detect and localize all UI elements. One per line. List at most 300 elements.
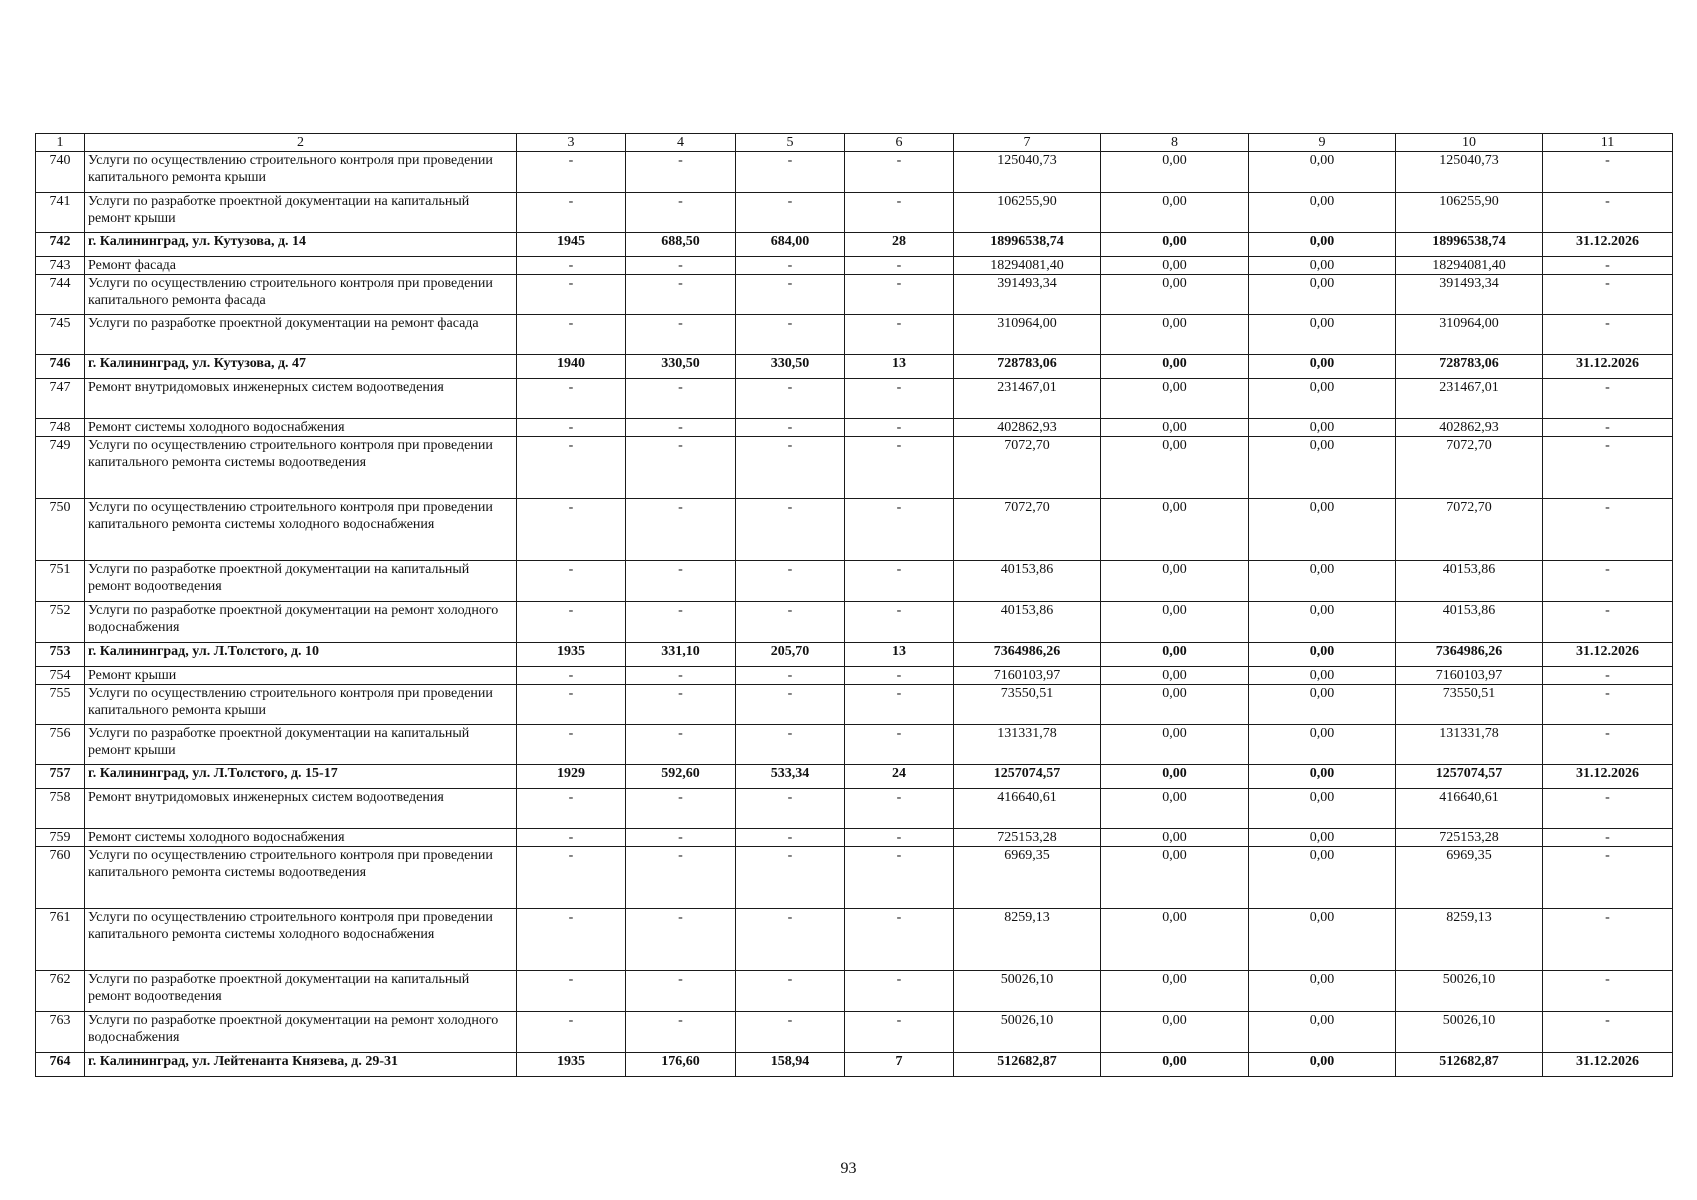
total-area-cell: -: [626, 847, 736, 909]
item-name-cell: Услуги по осуществлению строительного контроля при проведении капитального ремонта системы холодного водоснабжения: [85, 499, 517, 561]
item-name-cell: Услуги по разработке проектной документации на капитальный ремонт крыши: [85, 725, 517, 765]
residential-area-cell: -: [736, 725, 845, 765]
column-header-8: 8: [1101, 134, 1249, 152]
residential-area-cell: -: [736, 275, 845, 315]
owner-funds-cell: 7072,70: [1396, 499, 1543, 561]
owner-funds-cell: 231467,01: [1396, 379, 1543, 419]
residents-count-cell: -: [845, 909, 954, 971]
column-header-9: 9: [1249, 134, 1396, 152]
federal-funds-cell: 0,00: [1101, 499, 1249, 561]
total-area-cell: -: [626, 971, 736, 1012]
total-cost-cell: 7160103,97: [954, 667, 1101, 685]
completion-date-cell: -: [1543, 725, 1673, 765]
total-area-cell: 592,60: [626, 765, 736, 789]
item-name-cell: Услуги по осуществлению строительного контроля при проведении капитального ремонта системы водоотведения: [85, 847, 517, 909]
federal-funds-cell: 0,00: [1101, 275, 1249, 315]
year-built-cell: 1935: [517, 1053, 626, 1077]
owner-funds-cell: 8259,13: [1396, 909, 1543, 971]
residential-area-cell: -: [736, 561, 845, 602]
total-area-cell: -: [626, 499, 736, 561]
residents-count-cell: -: [845, 829, 954, 847]
regional-funds-cell: 0,00: [1249, 355, 1396, 379]
capital-repair-table: [35, 133, 1673, 1077]
total-cost-cell: 18294081,40: [954, 257, 1101, 275]
total-area-cell: 688,50: [626, 233, 736, 257]
owner-funds-cell: 131331,78: [1396, 725, 1543, 765]
completion-date-cell: -: [1543, 419, 1673, 437]
completion-date-cell: 31.12.2026: [1543, 765, 1673, 789]
work-item-row: [36, 789, 1673, 829]
residential-area-cell: 533,34: [736, 765, 845, 789]
row-number-cell: 742: [36, 233, 85, 257]
completion-date-cell: -: [1543, 561, 1673, 602]
federal-funds-cell: 0,00: [1101, 437, 1249, 499]
year-built-cell: -: [517, 909, 626, 971]
column-header-7: 7: [954, 134, 1101, 152]
item-name-cell: Услуги по разработке проектной документации на капитальный ремонт водоотведения: [85, 561, 517, 602]
federal-funds-cell: 0,00: [1101, 971, 1249, 1012]
residential-area-cell: 205,70: [736, 643, 845, 667]
year-built-cell: -: [517, 971, 626, 1012]
residential-area-cell: -: [736, 152, 845, 193]
completion-date-cell: -: [1543, 667, 1673, 685]
total-cost-cell: 7364986,26: [954, 643, 1101, 667]
owner-funds-cell: 512682,87: [1396, 1053, 1543, 1077]
total-cost-cell: 6969,35: [954, 847, 1101, 909]
column-header-4: 4: [626, 134, 736, 152]
residents-count-cell: 28: [845, 233, 954, 257]
item-name-cell: Ремонт фасада: [85, 257, 517, 275]
item-name-cell: Услуги по осуществлению строительного контроля при проведении капитального ремонта системы холодного водоснабжения: [85, 909, 517, 971]
total-cost-cell: 106255,90: [954, 193, 1101, 233]
residents-count-cell: -: [845, 193, 954, 233]
regional-funds-cell: 0,00: [1249, 193, 1396, 233]
federal-funds-cell: 0,00: [1101, 685, 1249, 725]
regional-funds-cell: 0,00: [1249, 685, 1396, 725]
total-area-cell: 330,50: [626, 355, 736, 379]
row-number-cell: 752: [36, 602, 85, 643]
work-item-row: [36, 419, 1673, 437]
federal-funds-cell: 0,00: [1101, 355, 1249, 379]
item-name-cell: Услуги по разработке проектной документации на ремонт холодного водоснабжения: [85, 602, 517, 643]
total-area-cell: -: [626, 909, 736, 971]
residents-count-cell: -: [845, 419, 954, 437]
federal-funds-cell: 0,00: [1101, 725, 1249, 765]
completion-date-cell: -: [1543, 193, 1673, 233]
completion-date-cell: -: [1543, 315, 1673, 355]
total-area-cell: 331,10: [626, 643, 736, 667]
year-built-cell: -: [517, 725, 626, 765]
total-cost-cell: 50026,10: [954, 1012, 1101, 1053]
item-name-cell: Ремонт системы холодного водоснабжения: [85, 829, 517, 847]
item-name-cell: Ремонт крыши: [85, 667, 517, 685]
federal-funds-cell: 0,00: [1101, 419, 1249, 437]
item-name-cell: Услуги по осуществлению строительного контроля при проведении капитального ремонта системы водоотведения: [85, 437, 517, 499]
total-cost-cell: 50026,10: [954, 971, 1101, 1012]
owner-funds-cell: 416640,61: [1396, 789, 1543, 829]
residents-count-cell: -: [845, 971, 954, 1012]
completion-date-cell: 31.12.2026: [1543, 1053, 1673, 1077]
total-cost-cell: 73550,51: [954, 685, 1101, 725]
residents-count-cell: -: [845, 315, 954, 355]
regional-funds-cell: 0,00: [1249, 789, 1396, 829]
regional-funds-cell: 0,00: [1249, 499, 1396, 561]
row-number-cell: 741: [36, 193, 85, 233]
item-name-cell: Ремонт внутридомовых инженерных систем водоотведения: [85, 789, 517, 829]
completion-date-cell: -: [1543, 685, 1673, 725]
regional-funds-cell: 0,00: [1249, 233, 1396, 257]
column-header-11: 11: [1543, 134, 1673, 152]
completion-date-cell: -: [1543, 152, 1673, 193]
total-area-cell: -: [626, 725, 736, 765]
residents-count-cell: -: [845, 275, 954, 315]
total-cost-cell: 125040,73: [954, 152, 1101, 193]
row-number-cell: 759: [36, 829, 85, 847]
row-number-cell: 754: [36, 667, 85, 685]
residential-area-cell: 684,00: [736, 233, 845, 257]
year-built-cell: -: [517, 152, 626, 193]
work-item-row: [36, 275, 1673, 315]
residential-area-cell: 158,94: [736, 1053, 845, 1077]
work-item-row: [36, 847, 1673, 909]
total-area-cell: -: [626, 193, 736, 233]
total-area-cell: -: [626, 685, 736, 725]
completion-date-cell: -: [1543, 602, 1673, 643]
residential-area-cell: -: [736, 847, 845, 909]
year-built-cell: -: [517, 667, 626, 685]
residents-count-cell: -: [845, 725, 954, 765]
owner-funds-cell: 391493,34: [1396, 275, 1543, 315]
total-cost-cell: 8259,13: [954, 909, 1101, 971]
owner-funds-cell: 7072,70: [1396, 437, 1543, 499]
federal-funds-cell: 0,00: [1101, 561, 1249, 602]
owner-funds-cell: 310964,00: [1396, 315, 1543, 355]
work-item-row: [36, 971, 1673, 1012]
item-name-cell: Ремонт системы холодного водоснабжения: [85, 419, 517, 437]
column-header-10: 10: [1396, 134, 1543, 152]
address-row: [36, 643, 1673, 667]
address-row: [36, 1053, 1673, 1077]
total-cost-cell: 131331,78: [954, 725, 1101, 765]
item-name-cell: г. Калининград, ул. Кутузова, д. 47: [85, 355, 517, 379]
residents-count-cell: -: [845, 685, 954, 725]
address-row: [36, 765, 1673, 789]
owner-funds-cell: 50026,10: [1396, 1012, 1543, 1053]
item-name-cell: Услуги по разработке проектной документации на ремонт фасада: [85, 315, 517, 355]
row-number-cell: 753: [36, 643, 85, 667]
residential-area-cell: -: [736, 257, 845, 275]
owner-funds-cell: 728783,06: [1396, 355, 1543, 379]
column-header-2: 2: [85, 134, 517, 152]
column-header-5: 5: [736, 134, 845, 152]
owner-funds-cell: 125040,73: [1396, 152, 1543, 193]
row-number-cell: 762: [36, 971, 85, 1012]
column-header-3: 3: [517, 134, 626, 152]
total-area-cell: -: [626, 602, 736, 643]
column-header-1: 1: [36, 134, 85, 152]
residents-count-cell: -: [845, 437, 954, 499]
regional-funds-cell: 0,00: [1249, 315, 1396, 355]
residents-count-cell: -: [845, 667, 954, 685]
year-built-cell: 1935: [517, 643, 626, 667]
regional-funds-cell: 0,00: [1249, 275, 1396, 315]
item-name-cell: г. Калининград, ул. Лейтенанта Князева, д. 29-31: [85, 1053, 517, 1077]
regional-funds-cell: 0,00: [1249, 379, 1396, 419]
regional-funds-cell: 0,00: [1249, 1012, 1396, 1053]
total-cost-cell: 728783,06: [954, 355, 1101, 379]
item-name-cell: Услуги по осуществлению строительного контроля при проведении капитального ремонта крыши: [85, 152, 517, 193]
row-number-cell: 743: [36, 257, 85, 275]
federal-funds-cell: 0,00: [1101, 829, 1249, 847]
column-number-header-row: [36, 134, 1673, 152]
residents-count-cell: 24: [845, 765, 954, 789]
total-area-cell: -: [626, 789, 736, 829]
owner-funds-cell: 725153,28: [1396, 829, 1543, 847]
total-area-cell: -: [626, 152, 736, 193]
federal-funds-cell: 0,00: [1101, 602, 1249, 643]
residential-area-cell: -: [736, 602, 845, 643]
item-name-cell: Услуги по разработке проектной документации на капитальный ремонт крыши: [85, 193, 517, 233]
year-built-cell: 1940: [517, 355, 626, 379]
total-area-cell: -: [626, 667, 736, 685]
work-item-row: [36, 829, 1673, 847]
year-built-cell: 1945: [517, 233, 626, 257]
residents-count-cell: -: [845, 257, 954, 275]
residents-count-cell: -: [845, 789, 954, 829]
total-cost-cell: 310964,00: [954, 315, 1101, 355]
row-number-cell: 745: [36, 315, 85, 355]
residential-area-cell: 330,50: [736, 355, 845, 379]
completion-date-cell: 31.12.2026: [1543, 355, 1673, 379]
total-cost-cell: 18996538,74: [954, 233, 1101, 257]
completion-date-cell: -: [1543, 909, 1673, 971]
row-number-cell: 749: [36, 437, 85, 499]
total-cost-cell: 391493,34: [954, 275, 1101, 315]
owner-funds-cell: 7160103,97: [1396, 667, 1543, 685]
residential-area-cell: -: [736, 437, 845, 499]
federal-funds-cell: 0,00: [1101, 257, 1249, 275]
year-built-cell: -: [517, 315, 626, 355]
total-area-cell: -: [626, 1012, 736, 1053]
row-number-cell: 760: [36, 847, 85, 909]
owner-funds-cell: 7364986,26: [1396, 643, 1543, 667]
residential-area-cell: -: [736, 1012, 845, 1053]
work-item-row: [36, 379, 1673, 419]
residential-area-cell: -: [736, 379, 845, 419]
owner-funds-cell: 18294081,40: [1396, 257, 1543, 275]
total-cost-cell: 402862,93: [954, 419, 1101, 437]
work-item-row: [36, 667, 1673, 685]
completion-date-cell: -: [1543, 379, 1673, 419]
residents-count-cell: -: [845, 152, 954, 193]
residents-count-cell: -: [845, 379, 954, 419]
residential-area-cell: -: [736, 193, 845, 233]
completion-date-cell: 31.12.2026: [1543, 643, 1673, 667]
total-cost-cell: 1257074,57: [954, 765, 1101, 789]
total-cost-cell: 512682,87: [954, 1053, 1101, 1077]
total-cost-cell: 231467,01: [954, 379, 1101, 419]
year-built-cell: -: [517, 193, 626, 233]
column-header-6: 6: [845, 134, 954, 152]
row-number-cell: 744: [36, 275, 85, 315]
year-built-cell: -: [517, 379, 626, 419]
total-cost-cell: 7072,70: [954, 437, 1101, 499]
item-name-cell: г. Калининград, ул. Л.Толстого, д. 15-17: [85, 765, 517, 789]
regional-funds-cell: 0,00: [1249, 419, 1396, 437]
residents-count-cell: 13: [845, 355, 954, 379]
federal-funds-cell: 0,00: [1101, 847, 1249, 909]
work-item-row: [36, 499, 1673, 561]
row-number-cell: 761: [36, 909, 85, 971]
total-area-cell: -: [626, 379, 736, 419]
federal-funds-cell: 0,00: [1101, 193, 1249, 233]
federal-funds-cell: 0,00: [1101, 315, 1249, 355]
residents-count-cell: 13: [845, 643, 954, 667]
owner-funds-cell: 1257074,57: [1396, 765, 1543, 789]
year-built-cell: -: [517, 561, 626, 602]
residents-count-cell: -: [845, 1012, 954, 1053]
federal-funds-cell: 0,00: [1101, 1053, 1249, 1077]
work-item-row: [36, 561, 1673, 602]
regional-funds-cell: 0,00: [1249, 725, 1396, 765]
year-built-cell: -: [517, 257, 626, 275]
row-number-cell: 750: [36, 499, 85, 561]
residential-area-cell: -: [736, 971, 845, 1012]
year-built-cell: -: [517, 602, 626, 643]
work-item-row: [36, 315, 1673, 355]
residential-area-cell: -: [736, 315, 845, 355]
completion-date-cell: -: [1543, 829, 1673, 847]
regional-funds-cell: 0,00: [1249, 437, 1396, 499]
work-item-row: [36, 1012, 1673, 1053]
regional-funds-cell: 0,00: [1249, 602, 1396, 643]
table-body: [36, 134, 1673, 1077]
federal-funds-cell: 0,00: [1101, 379, 1249, 419]
regional-funds-cell: 0,00: [1249, 643, 1396, 667]
total-cost-cell: 725153,28: [954, 829, 1101, 847]
year-built-cell: -: [517, 275, 626, 315]
residential-area-cell: -: [736, 499, 845, 561]
work-item-row: [36, 909, 1673, 971]
work-item-row: [36, 437, 1673, 499]
owner-funds-cell: 6969,35: [1396, 847, 1543, 909]
completion-date-cell: -: [1543, 257, 1673, 275]
total-cost-cell: 40153,86: [954, 602, 1101, 643]
residential-area-cell: -: [736, 909, 845, 971]
work-item-row: [36, 685, 1673, 725]
total-area-cell: -: [626, 315, 736, 355]
row-number-cell: 756: [36, 725, 85, 765]
item-name-cell: Ремонт внутридомовых инженерных систем водоотведения: [85, 379, 517, 419]
federal-funds-cell: 0,00: [1101, 643, 1249, 667]
row-number-cell: 740: [36, 152, 85, 193]
item-name-cell: г. Калининград, ул. Л.Толстого, д. 10: [85, 643, 517, 667]
completion-date-cell: -: [1543, 437, 1673, 499]
item-name-cell: г. Калининград, ул. Кутузова, д. 14: [85, 233, 517, 257]
completion-date-cell: -: [1543, 847, 1673, 909]
address-row: [36, 233, 1673, 257]
regional-funds-cell: 0,00: [1249, 152, 1396, 193]
total-area-cell: -: [626, 257, 736, 275]
regional-funds-cell: 0,00: [1249, 847, 1396, 909]
residents-count-cell: -: [845, 499, 954, 561]
owner-funds-cell: 106255,90: [1396, 193, 1543, 233]
residential-area-cell: -: [736, 789, 845, 829]
owner-funds-cell: 18996538,74: [1396, 233, 1543, 257]
total-area-cell: -: [626, 829, 736, 847]
owner-funds-cell: 40153,86: [1396, 602, 1543, 643]
row-number-cell: 763: [36, 1012, 85, 1053]
year-built-cell: -: [517, 789, 626, 829]
total-area-cell: -: [626, 561, 736, 602]
total-area-cell: -: [626, 275, 736, 315]
owner-funds-cell: 40153,86: [1396, 561, 1543, 602]
regional-funds-cell: 0,00: [1249, 667, 1396, 685]
row-number-cell: 764: [36, 1053, 85, 1077]
completion-date-cell: -: [1543, 971, 1673, 1012]
row-number-cell: 747: [36, 379, 85, 419]
residential-area-cell: -: [736, 685, 845, 725]
year-built-cell: -: [517, 847, 626, 909]
total-cost-cell: 40153,86: [954, 561, 1101, 602]
row-number-cell: 746: [36, 355, 85, 379]
residential-area-cell: -: [736, 829, 845, 847]
total-area-cell: -: [626, 437, 736, 499]
year-built-cell: -: [517, 829, 626, 847]
federal-funds-cell: 0,00: [1101, 909, 1249, 971]
completion-date-cell: -: [1543, 275, 1673, 315]
federal-funds-cell: 0,00: [1101, 1012, 1249, 1053]
owner-funds-cell: 73550,51: [1396, 685, 1543, 725]
federal-funds-cell: 0,00: [1101, 789, 1249, 829]
row-number-cell: 757: [36, 765, 85, 789]
completion-date-cell: -: [1543, 499, 1673, 561]
residential-area-cell: -: [736, 419, 845, 437]
address-row: [36, 355, 1673, 379]
work-item-row: [36, 725, 1673, 765]
completion-date-cell: -: [1543, 1012, 1673, 1053]
residents-count-cell: -: [845, 602, 954, 643]
work-item-row: [36, 193, 1673, 233]
regional-funds-cell: 0,00: [1249, 1053, 1396, 1077]
total-cost-cell: 416640,61: [954, 789, 1101, 829]
work-item-row: [36, 602, 1673, 643]
residential-area-cell: -: [736, 667, 845, 685]
year-built-cell: -: [517, 685, 626, 725]
federal-funds-cell: 0,00: [1101, 233, 1249, 257]
regional-funds-cell: 0,00: [1249, 257, 1396, 275]
work-item-row: [36, 152, 1673, 193]
total-cost-cell: 7072,70: [954, 499, 1101, 561]
residents-count-cell: -: [845, 561, 954, 602]
item-name-cell: Услуги по разработке проектной документации на ремонт холодного водоснабжения: [85, 1012, 517, 1053]
work-item-row: [36, 257, 1673, 275]
page-number: 93: [840, 1160, 857, 1177]
regional-funds-cell: 0,00: [1249, 971, 1396, 1012]
row-number-cell: 758: [36, 789, 85, 829]
regional-funds-cell: 0,00: [1249, 829, 1396, 847]
item-name-cell: Услуги по осуществлению строительного контроля при проведении капитального ремонта крыши: [85, 685, 517, 725]
federal-funds-cell: 0,00: [1101, 152, 1249, 193]
completion-date-cell: -: [1543, 789, 1673, 829]
residents-count-cell: 7: [845, 1053, 954, 1077]
year-built-cell: -: [517, 499, 626, 561]
total-area-cell: -: [626, 419, 736, 437]
row-number-cell: 755: [36, 685, 85, 725]
row-number-cell: 748: [36, 419, 85, 437]
federal-funds-cell: 0,00: [1101, 667, 1249, 685]
year-built-cell: -: [517, 437, 626, 499]
